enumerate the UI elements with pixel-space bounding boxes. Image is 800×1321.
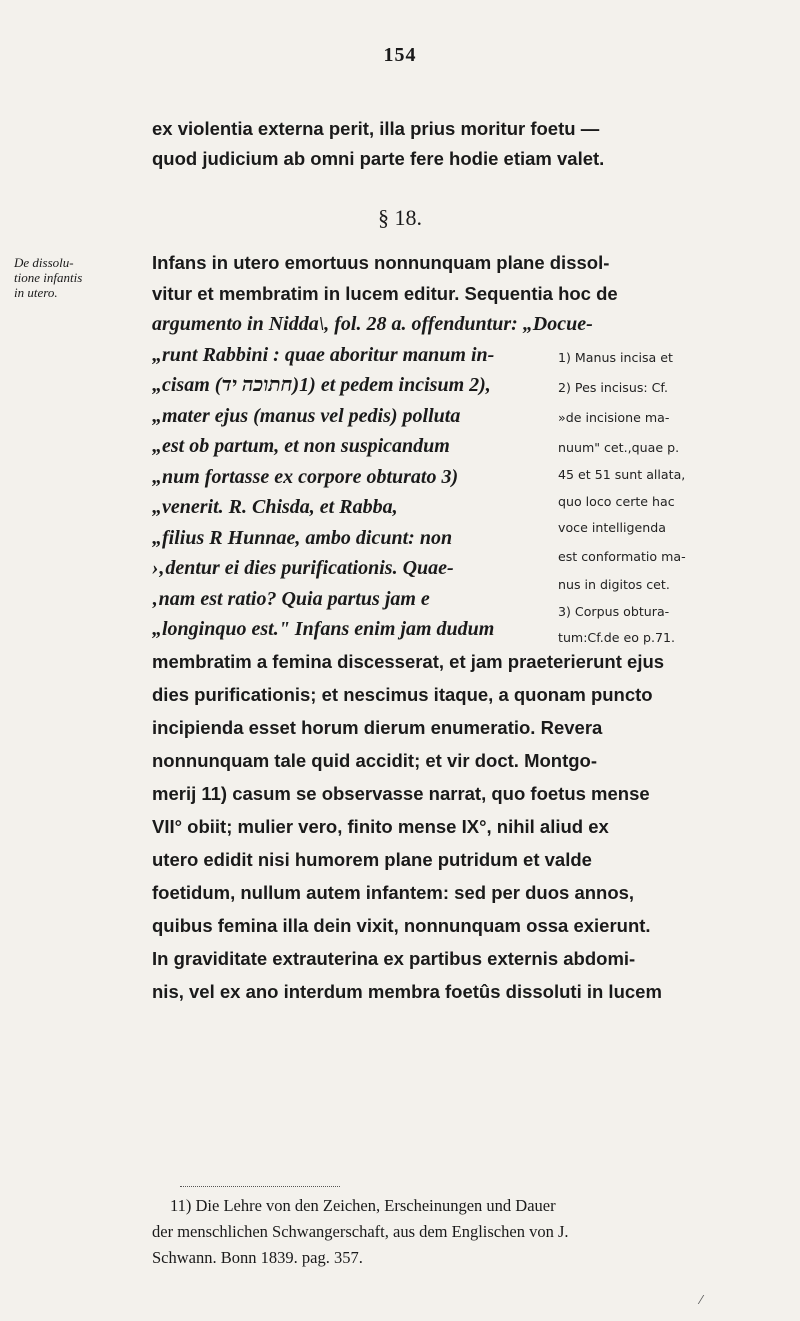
body-line: dies purificationis; et nescimus itaque, a quonam puncto <box>152 684 653 705</box>
side-note-line: tum:Cf.de eo p.71. <box>558 630 675 645</box>
margin-label-line: De dissolu- <box>14 255 74 270</box>
side-note-line: »de incisione ma- <box>558 410 670 425</box>
side-note-line: 3) Corpus obtura- <box>558 604 670 619</box>
body-line: foetidum, nullum autem infantem: sed per duos annos, <box>152 882 635 903</box>
body-line: nis, vel ex ano interdum membra foetûs dissoluti in lucem <box>152 981 662 1002</box>
body-line: quod judicium ab omni parte fere hodie etiam valet. <box>152 148 605 169</box>
page-number: 154 <box>383 44 417 66</box>
body-line: ‚nam est ratio? Quia partus jam e <box>152 588 430 610</box>
stray-mark: ⁄ <box>700 1293 703 1307</box>
body-line: „cisam (חתוכה יד)1) et pedem incisum 2), <box>152 374 491 396</box>
footnote-line: Schwann. Bonn 1839. pag. 357. <box>152 1248 363 1267</box>
body-line: „filius R Hunnae, ambo dicunt: non <box>152 527 453 549</box>
margin-label-line: tione infantis <box>14 270 83 285</box>
side-note-line: 1) Manus incisa et <box>558 350 673 365</box>
body-line: membratim a femina discesserat, et jam praeterierunt ejus <box>152 651 665 672</box>
side-note-line: nuum" cet.,quae p. <box>558 440 680 455</box>
body-line: ex violentia externa perit, illa prius moritur foetu — <box>152 118 600 139</box>
body-line: „venerit. R. Chisda, et Rabba, <box>152 496 398 518</box>
body-line: merij 11) casum se observasse narrat, quo foetus mense <box>152 783 650 804</box>
margin-label-line: in utero. <box>14 285 58 300</box>
body-line: „est ob partum, et non suspicandum <box>152 435 450 457</box>
body-line: Infans in utero emortuus nonnunquam plane dissol- <box>152 252 610 273</box>
body-line: argumento in Nidda\, fol. 28 a. offenduntur: „Docue- <box>152 313 593 335</box>
side-note-line: quo loco certe hac <box>558 494 675 509</box>
body-line: vitur et membratim in lucem editur. Sequentia hoc de <box>152 283 618 304</box>
body-line: incipienda esset horum dierum enumeratio. Revera <box>152 717 603 738</box>
body-line: „runt Rabbini : quae aboritur manum in- <box>152 344 495 366</box>
body-line: utero edidit nisi humorem plane putridum et valde <box>152 849 592 870</box>
body-line: In graviditate extrauterina ex partibus externis abdomi- <box>152 948 636 969</box>
body-line: „mater ejus (manus vel pedis) polluta <box>152 405 461 427</box>
body-line: ›‚dentur ei dies purificationis. Quae- <box>152 557 454 579</box>
body-line: „num fortasse ex corpore obturato 3) <box>152 466 459 488</box>
footnote-line: 11) Die Lehre von den Zeichen, Erscheinungen und Dauer <box>170 1196 556 1215</box>
body-line: nonnunquam tale quid accidit; et vir doct. Montgo- <box>152 750 598 771</box>
side-note-line: 45 et 51 sunt allata, <box>558 467 686 482</box>
side-note-line: voce intelligenda <box>558 520 666 535</box>
footnote-line: der menschlichen Schwangerschaft, aus dem Englischen von J. <box>152 1222 569 1241</box>
section-heading: § 18. <box>378 205 422 230</box>
body-line: VII° obiit; mulier vero, finito mense IX°, nihil aliud ex <box>152 816 609 837</box>
footnote-divider <box>180 1186 340 1187</box>
body-line: quibus femina illa dein vixit, nonnunquam ossa exierunt. <box>152 915 651 936</box>
side-note-line: nus in digitos cet. <box>558 577 670 592</box>
side-note-line: est conformatio ma- <box>558 549 686 564</box>
body-line: „longinquo est." Infans enim jam dudum <box>152 618 495 640</box>
side-note-line: 2) Pes incisus: Cf. <box>558 380 668 395</box>
